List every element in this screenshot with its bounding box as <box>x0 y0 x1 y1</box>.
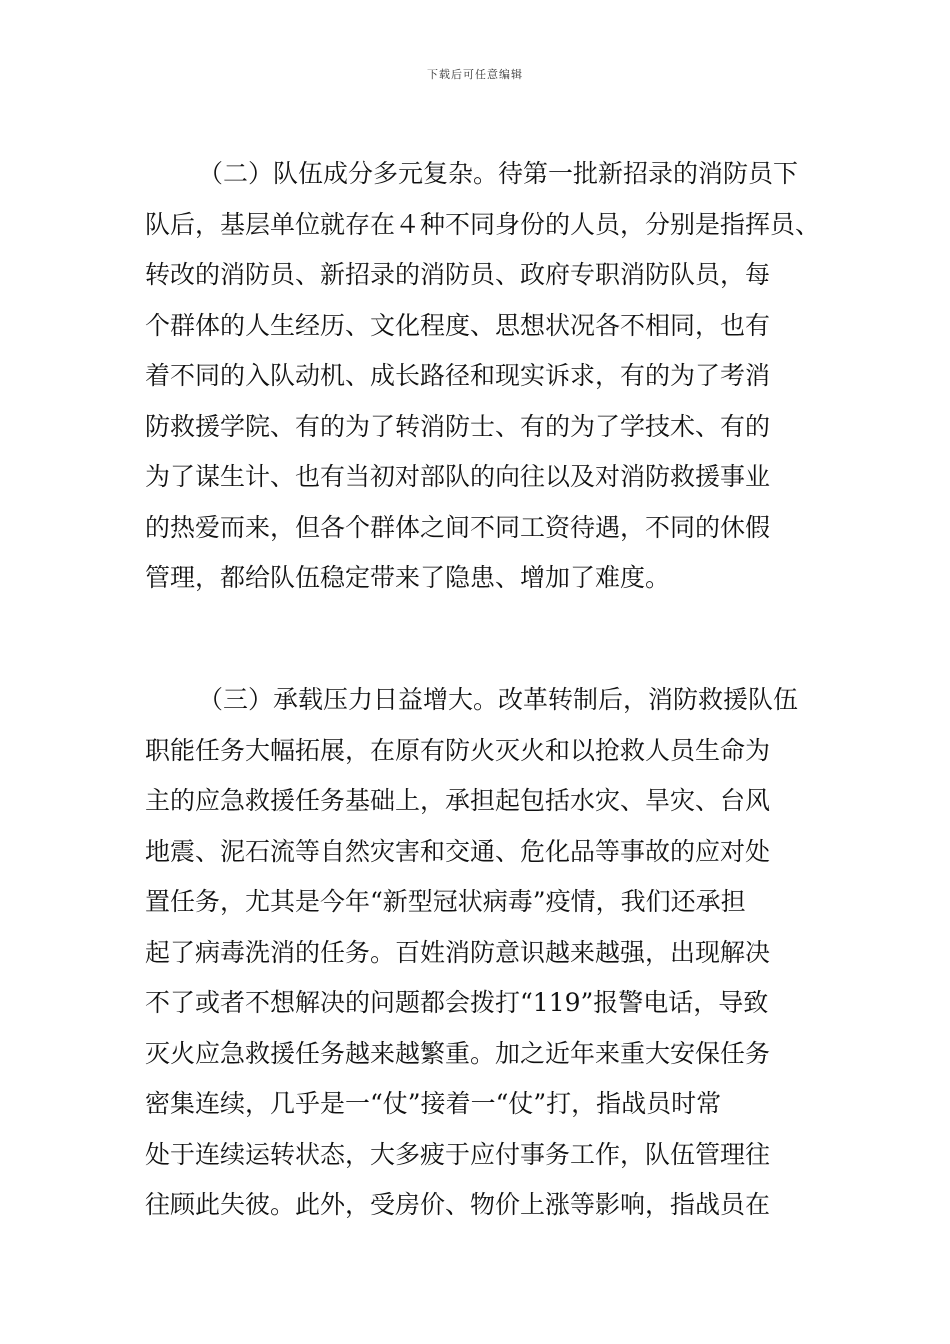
paragraph-line: 职能任务大幅拓展，在原有防火灭火和以抢救人员生命为 <box>145 735 771 765</box>
paragraph-line: 密集连续，几乎是一“仗”接着一“仗”打，指战员时常 <box>145 1089 722 1118</box>
paragraph-line: 的热爱而来，但各个群体之间不同工资待遇，不同的休假 <box>145 512 771 542</box>
paragraph-line: 起了病毒洗消的任务。百姓消防意识越来越强，出现解决 <box>145 937 771 967</box>
paragraph-line: 主的应急救援任务基础上，承担起包括水灾、旱灾、台风 <box>145 786 771 815</box>
paragraph-line: 个群体的人生经历、文化程度、思想状况各不相同，也有 <box>145 310 771 340</box>
paragraph-line: 往顾此失彼。此外，受房价、物价上涨等影响，指战员在 <box>145 1190 771 1219</box>
paragraph-line: 灭火应急救援任务越来越繁重。加之近年来重大安保任务 <box>145 1038 771 1068</box>
paragraph-line: 为了谋生计、也有当初对部队的向往以及对消防救援事业 <box>145 462 771 491</box>
paragraph-line: 防救援学院、有的为了转消防士、有的为了学技术、有的 <box>145 411 771 441</box>
paragraph-line: 队后，基层单位就存在４种不同身份的人员，分别是指挥员、 <box>145 209 821 239</box>
paragraph-line: 处于连续运转状态，大多疲于应付事务工作，队伍管理往 <box>145 1139 771 1169</box>
paragraph-line: 着不同的入队动机、成长路径和现实诉求，有的为了考消 <box>145 361 771 390</box>
header-note: 下载后可任意编辑 <box>427 68 523 81</box>
paragraph-line: 转改的消防员、新招录的消防员、政府专职消防队员，每 <box>145 260 771 289</box>
paragraph-line: 不了或者不想解决的问题都会拨打“119”报警电话，导致 <box>145 988 769 1017</box>
paragraph-line: 地震、泥石流等自然灾害和交通、危化品等事故的应对处 <box>145 836 771 866</box>
paragraph-line: （二）队伍成分多元复杂。待第一批新招录的消防员下 <box>198 159 799 188</box>
paragraph-team-composition <box>145 149 825 604</box>
paragraph-line: 置任务，尤其是今年“新型冠状病毒”疫情，我们还承担 <box>145 887 746 916</box>
paragraph-workload-pressure <box>145 675 825 1231</box>
paragraph-line: 管理，都给队伍稳定带来了隐患、增加了难度。 <box>145 563 671 592</box>
paragraph-line: （三）承载压力日益增大。改革转制后，消防救援队伍 <box>198 685 799 714</box>
